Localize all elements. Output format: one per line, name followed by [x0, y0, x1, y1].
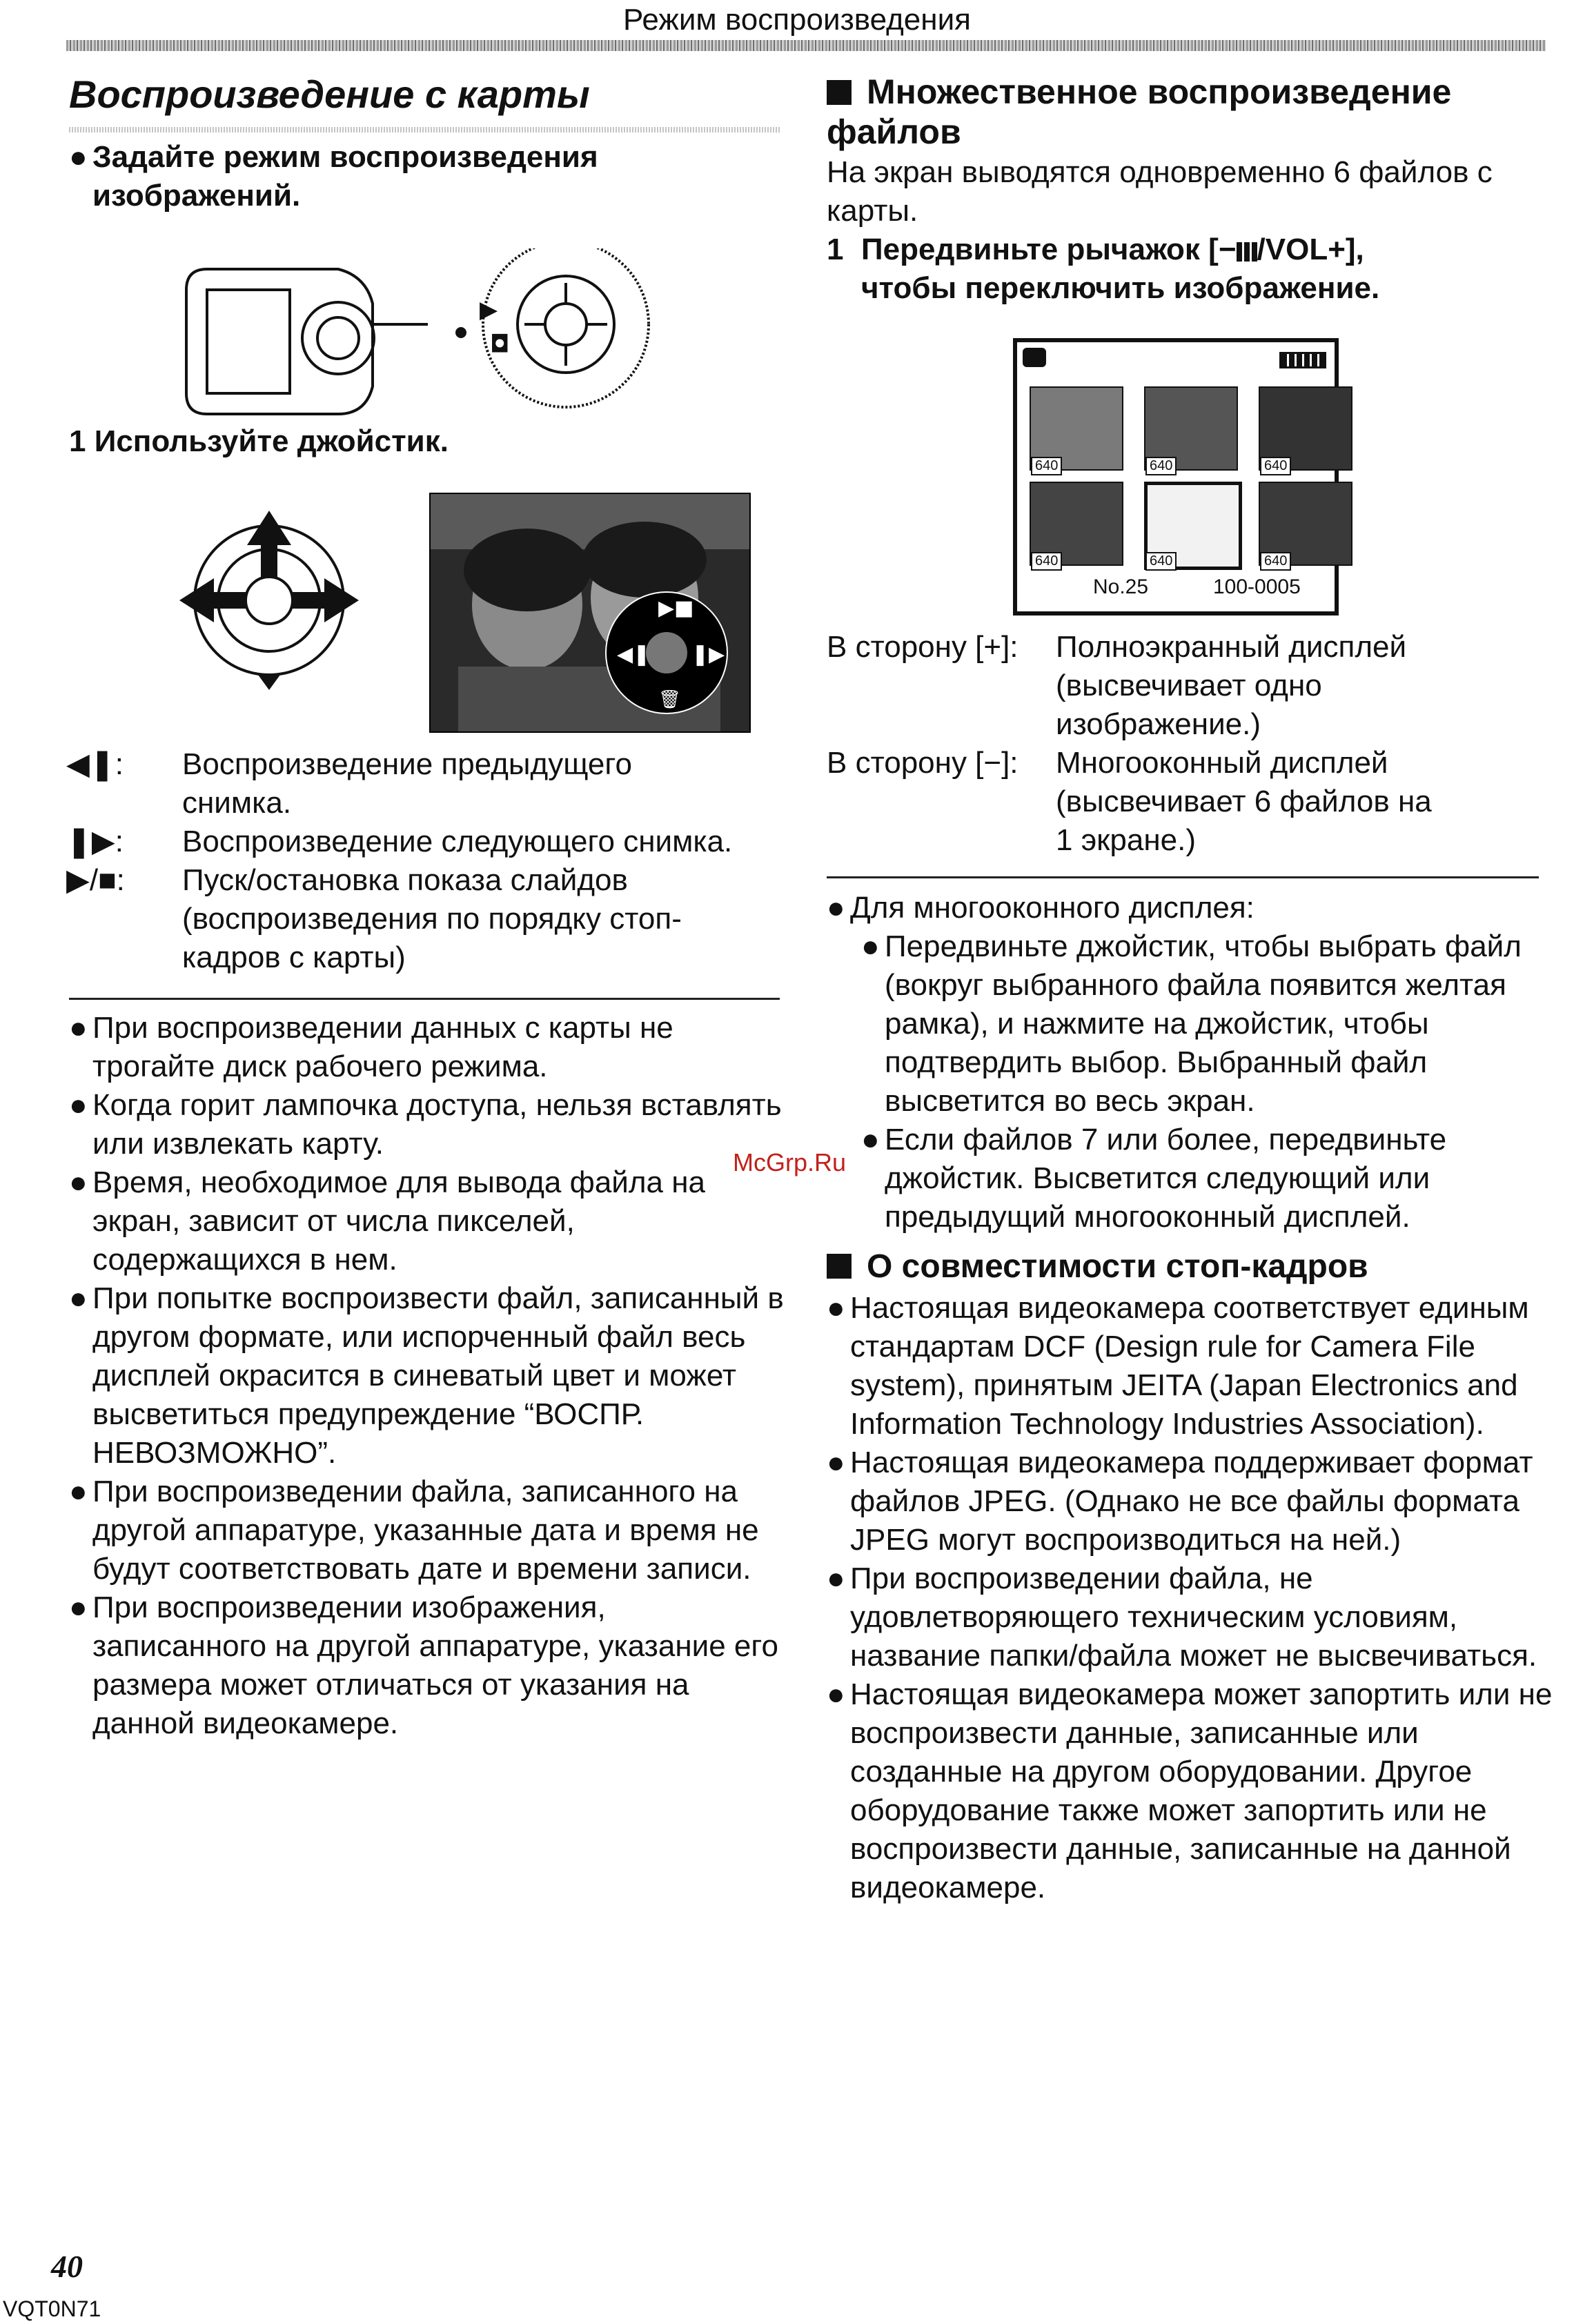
- watermark: McGrp.Ru: [733, 1148, 847, 1176]
- thumb-label: 640: [1145, 457, 1177, 475]
- thumb-label: 640: [1260, 457, 1291, 475]
- battery-icon: [1279, 352, 1326, 368]
- page-section-title: Режим воспроизведения: [623, 3, 971, 37]
- svg-text:🗑: 🗑: [658, 689, 682, 710]
- legend-text-prev: Воспроизведение предыдущего снимка.: [182, 747, 632, 820]
- side-minus-line2: (высвечивает 6 файлов на: [1056, 785, 1432, 818]
- note-item: ● Настоящая видеокамера поддерживает формат файлов JPEG. (Однако не все файлы формата JPEG могут воспроизводиться на ней.): [827, 1446, 1533, 1557]
- legend-icon-next: ❚▶:: [66, 825, 124, 858]
- note-item: ● Если файлов 7 или более, передвиньте джойстик. Высветится следующий или предыдущий многооконный дисплей.: [861, 1123, 1447, 1234]
- side-plus-label: В сторону [+]:: [827, 630, 1019, 664]
- note-item: ● Передвиньте джойстик, чтобы выбрать файл (вокруг выбранного файла появится желтая рамка), и нажмите на джойстик, чтобы подтвердить выбор. Выбранный файл высветится во весь экран.: [861, 929, 1522, 1118]
- square-bullet-icon: [827, 1254, 852, 1279]
- multi-intro: На экран выводятся одновременно 6 файлов с карты.: [827, 155, 1493, 228]
- section-heading-compat: О совместимости стоп-кадров: [827, 1248, 1558, 1286]
- note-item: ● Настоящая видеокамера может запортить или не воспроизвести данные, записанные или созданные на другом оборудовании. Другое оборудование также может запортить или не воспроизвести данные, записанные на данной видеокамере.: [827, 1677, 1553, 1904]
- note-item: ● Когда горит лампочка доступа, нельзя вставлять или извлекать карту.: [69, 1088, 782, 1161]
- square-bullet-icon: [827, 80, 852, 105]
- right-divider: [827, 876, 1539, 878]
- step-set-mode: ● Задайте режим воспроизведения изображений.: [69, 138, 780, 215]
- note-item: ● При воспроизведении изображения, записанного на другой аппаратуре, указание его размера может отличаться от указания на данной видеокамере.: [69, 1591, 778, 1740]
- side-minus-line1: Многооконный дисплей: [1056, 746, 1388, 780]
- thumb-label: 640: [1031, 457, 1062, 475]
- left-divider: [69, 998, 780, 1000]
- heading-underline: [69, 127, 780, 132]
- multi-display-notes: [827, 889, 1586, 1237]
- joystick-illustration: [173, 504, 366, 697]
- page-number: 40: [51, 2249, 83, 2284]
- note-item: ● Для многооконного дисплея:: [827, 891, 1254, 925]
- page-header: [0, 0, 1594, 50]
- note-item: ● Настоящая видеокамера соответствует единым стандартам DCF (Design rule for Camera File system), принятым JEITA (Japan Electronics and Information Technology Industries Association).: [827, 1291, 1529, 1441]
- legend-icon-slideshow: ▶/■:: [66, 863, 125, 897]
- note-item: ● При воспроизведении файла, не удовлетворяющего техническим условиям, название папки/файла может не высвечиваться.: [827, 1562, 1537, 1673]
- playback-photo: [429, 493, 751, 733]
- note-item: ● При попытке воспроизвести файл, записанный в другом формате, или испорченный файл весь дисплей окрасится в синеватый цвет и может высветиться предупреждение “ВОСПР. НЕВОЗМОЖНО”.: [69, 1281, 784, 1470]
- multi-window-screen: [1013, 338, 1339, 616]
- step-set-mode-text: Задайте режим воспроизведения изображений.: [92, 140, 598, 213]
- legend-icon-prev: ◀❚:: [66, 747, 124, 781]
- legend-text-next: Воспроизведение следующего снимка.: [182, 825, 733, 858]
- two-women-photo: [431, 494, 749, 731]
- svg-text:▶■: ▶■: [658, 596, 694, 620]
- section-heading-card-playback: Воспроизведение с карты: [69, 72, 590, 116]
- side-plus-line1: Полноэкранный дисплей: [1056, 630, 1407, 664]
- file-number: No.25: [1093, 575, 1149, 598]
- side-plus-line3: изображение.): [1056, 707, 1261, 741]
- note-item: ● При воспроизведении данных с карты не трогайте диск рабочего режима.: [69, 1011, 673, 1083]
- svg-text:▶: ▶: [480, 296, 498, 324]
- section-heading-multi: Множественное воспроизведение файлов: [827, 72, 1452, 151]
- side-plus-line2: (высвечивает одно: [1056, 669, 1322, 702]
- compat-notes-list: [827, 1289, 1559, 1907]
- thumb-label: 640: [1260, 552, 1291, 571]
- thumb-label: 640: [1145, 552, 1177, 571]
- play-mode-icon: [1023, 348, 1046, 367]
- header-band: [66, 40, 1546, 51]
- legend-text-slideshow: Пуск/остановка показа слайдов (воспроизведения по порядку стоп-кадров с карты): [182, 863, 682, 974]
- left-notes-list: [69, 1009, 787, 1743]
- side-minus-line3: 1 экране.): [1056, 823, 1196, 857]
- step-move-lever: 1 Передвиньте рычажок [− /VOL+], чтобы переключить изображение.: [827, 233, 1380, 305]
- svg-text:◘: ◘: [490, 331, 510, 358]
- file-name: 100-0005: [1213, 575, 1301, 598]
- note-item: ● При воспроизведении файла, записанного на другой аппаратуре, указанные дата и время не будут соответствовать дате и времени записи.: [69, 1475, 759, 1586]
- thumb-label: 640: [1031, 552, 1062, 571]
- camera-mode-dial-illustration: [166, 248, 676, 428]
- note-item: ● Время, необходимое для вывода файла на экран, зависит от числа пикселей, содержащихся в нем.: [69, 1165, 706, 1277]
- doc-code: VQT0N71: [3, 2296, 101, 2321]
- step-use-joystick: 1 Используйте джойстик.: [69, 424, 449, 458]
- svg-text:◀❚: ◀❚: [617, 642, 651, 667]
- side-minus-label: В сторону [−]:: [827, 746, 1019, 780]
- multi-window-icon: [1237, 242, 1257, 262]
- svg-text:❚▶: ❚▶: [691, 642, 725, 667]
